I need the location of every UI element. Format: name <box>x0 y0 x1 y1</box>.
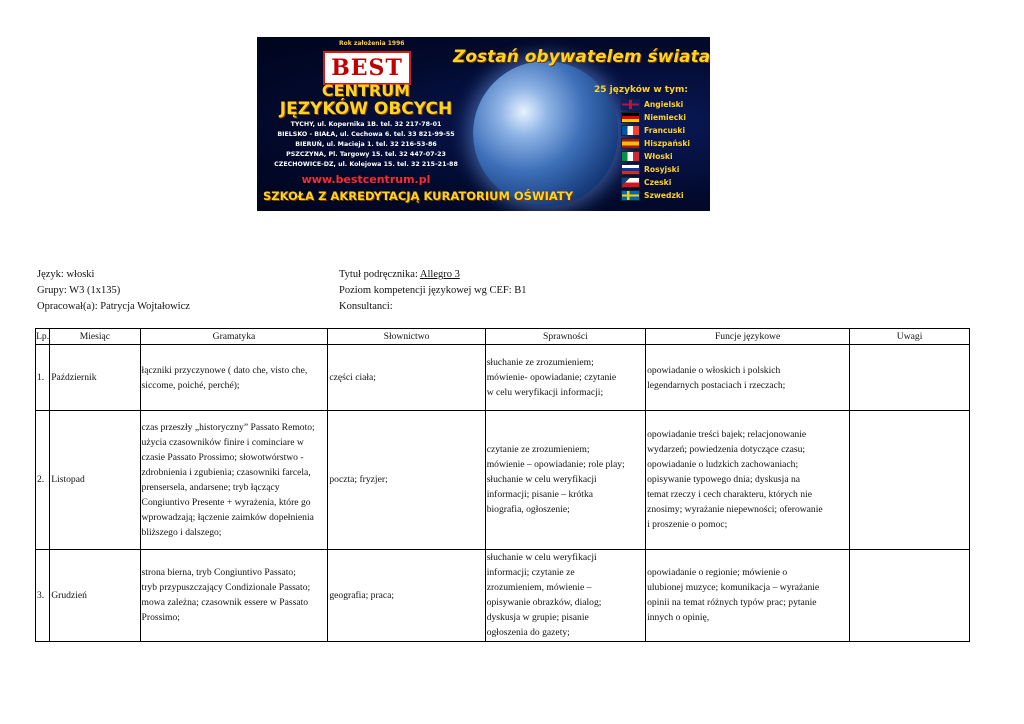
month-cell: Październik <box>50 345 140 411</box>
table-row <box>36 411 970 549</box>
banner-address: PSZCZYNA, Pl. Targowy 15. tel. 32 447-07-23 <box>286 151 446 158</box>
month-cell: Listopad <box>50 411 140 549</box>
grammar-line: wprowadzają; łączenie zaimków dopełnienia <box>141 511 314 523</box>
vocabulary-line: geografia; praca; <box>329 589 395 601</box>
globe-image <box>473 61 618 206</box>
course-info-right <box>339 267 527 315</box>
grammar-line: prensersela, andarsene; tryb łączący <box>141 481 280 493</box>
banner-address: BIELSKO - BIAŁA, ul. Cechowa 6. tel. 33 821-99-55 <box>277 131 455 138</box>
vocabulary-cell <box>328 549 485 641</box>
language-item <box>621 125 685 136</box>
functions-line: wydarzeń; powiedzenia dotyczące czasu; <box>647 444 806 456</box>
ru-flag-icon <box>621 164 640 175</box>
skills-cell <box>485 411 645 549</box>
skills-line: mówienie- opowiadanie; czytanie <box>486 372 617 384</box>
functions-line: ulubionej muzyce; komunikacja – wyrażanie <box>647 582 820 594</box>
row-number: 3. <box>36 549 50 641</box>
language-item <box>621 164 679 175</box>
header-lp: Lp. <box>36 329 50 345</box>
grammar-cell <box>140 549 328 641</box>
language-item <box>621 112 686 123</box>
banner-address: BIERUŃ, ul. Macieja 1. tel. 32 216-53-86 <box>295 141 437 148</box>
grammar-line: użycia czasowników finire i cominciare w <box>141 436 304 448</box>
row-number: 1. <box>36 345 50 411</box>
grammar-line: Congiuntivo Presente + wyrażenia, które go <box>141 496 311 508</box>
language-item <box>621 151 673 162</box>
header-notes: Uwagi <box>850 329 970 345</box>
es-flag-icon <box>621 138 640 149</box>
banner-website: www.bestcentrum.pl <box>301 173 431 186</box>
groups-line: Grupy: W3 (1x135) <box>37 285 121 296</box>
header-functions: Funcje językowe <box>646 329 850 345</box>
skills-line: zrozumieniem, mówienie – <box>486 582 592 594</box>
table-row <box>36 345 970 411</box>
textbook-line <box>339 267 527 283</box>
table-header-row <box>36 329 970 345</box>
se-flag-icon <box>621 190 640 201</box>
skills-line: słuchanie ze zrozumieniem; <box>486 357 594 369</box>
cef-level-line: Poziom kompetencji językowej wg CEF: B1 <box>339 285 527 296</box>
grammar-line: Prossimo; <box>141 612 180 624</box>
language-label: Szwedzki <box>644 191 684 200</box>
grammar-line: tryb przypuszczający Condizionale Passato; <box>141 582 311 594</box>
banner-slogan: Zostań obywatelem świata <box>453 47 710 67</box>
functions-line: opowiadanie o włoskich i polskich <box>647 364 781 376</box>
de-flag-icon <box>621 112 640 123</box>
vocabulary-cell <box>328 345 485 411</box>
best-logo: BEST <box>323 51 411 85</box>
functions-line: temat rzeczy i cech charakteru, których nie <box>647 489 812 501</box>
grammar-line: strona bierna, tryb Congiuntivo Passato; <box>141 567 296 579</box>
language-label: Hiszpański <box>644 139 691 148</box>
functions-line: znosimy; wyrażanie niepewności; oferowanie <box>647 504 823 516</box>
header-grammar: Gramatyka <box>140 329 328 345</box>
language-label: Niemiecki <box>644 113 686 122</box>
author-line: Opracował(a): Patrycja Wojtałowicz <box>37 301 190 312</box>
header-skills: Sprawności <box>485 329 645 345</box>
banner-title-line2: JĘZYKÓW OBCYCH <box>279 99 453 119</box>
table-row <box>36 549 970 641</box>
cz-flag-icon <box>621 177 640 188</box>
banner-address: CZECHOWICE-DZ, ul. Kolejowa 15. tel. 32 215-21-88 <box>274 161 458 168</box>
notes-cell <box>850 345 970 411</box>
skills-line: mówienie – opowiadanie; role play; <box>486 459 625 471</box>
skills-line: opisywanie obrazków, dialog; <box>486 597 602 609</box>
language-label: Angielski <box>644 100 684 109</box>
skills-line: informacji; pisanie – krótka <box>486 489 594 501</box>
banner-accreditation: SZKOŁA Z AKREDYTACJĄ KURATORIUM OŚWIATY <box>263 189 574 203</box>
skills-line: dyskusja w grupie; pisanie <box>486 612 589 624</box>
established-text: Rok założenia 1996 <box>339 40 405 47</box>
row-number: 2. <box>36 411 50 549</box>
skills-line: w celu weryfikacji informacji; <box>486 387 604 399</box>
skills-line: słuchanie w celu weryfikacji <box>486 474 597 486</box>
language-label: Rosyjski <box>644 165 680 174</box>
uk-flag-icon <box>621 99 640 110</box>
grammar-line: czasie Passato Prossimo; słowotwórstwo - <box>141 451 304 463</box>
grammar-cell <box>140 411 328 549</box>
vocabulary-line: poczta; fryzjer; <box>329 474 388 486</box>
skills-line: słuchanie w celu weryfikacji <box>486 552 597 564</box>
language-label: Czeski <box>644 178 672 187</box>
grammar-line: czas przeszły „historyczny” Passato Remoto; <box>141 421 315 433</box>
skills-cell <box>485 345 645 411</box>
functions-line: opinii na temat różnych typów prac; pytanie <box>647 597 817 609</box>
textbook-label: Tytuł podręcznika: <box>339 269 420 280</box>
school-banner <box>257 37 710 211</box>
banner-title-line1: CENTRUM <box>321 81 411 100</box>
notes-cell <box>850 411 970 549</box>
functions-cell <box>646 549 850 641</box>
functions-line: opowiadanie o ludzkich zachowaniach; <box>647 459 799 471</box>
skills-line: ogłoszenia do gazety; <box>486 627 570 639</box>
consultants-line: Konsultanci: <box>339 301 393 312</box>
language-item <box>621 190 684 201</box>
header-vocabulary: Słownictwo <box>328 329 485 345</box>
vocabulary-line: części ciała; <box>329 372 376 384</box>
skills-line: biografia, ogłoszenie; <box>486 504 570 516</box>
functions-line: i proszenie o pomoc; <box>647 519 728 531</box>
language-label: Francuski <box>644 126 686 135</box>
month-cell: Grudzień <box>50 549 140 641</box>
it-flag-icon <box>621 151 640 162</box>
functions-line: innych o opinię, <box>647 612 710 624</box>
grammar-line: bliższego i dalszego; <box>141 526 222 538</box>
header-month: Miesiąc <box>50 329 140 345</box>
grammar-cell <box>140 345 328 411</box>
skills-line: informacji; czytanie ze <box>486 567 575 579</box>
functions-line: legendarnych postaciach i rzeczach; <box>647 379 786 391</box>
functions-line: opowiadanie o regionie; mówienie o <box>647 567 788 579</box>
grammar-line: mowa zależna; czasownik essere w Passato <box>141 597 309 609</box>
grammar-line: siccome, poiché, perché); <box>141 379 240 391</box>
skills-cell <box>485 549 645 641</box>
course-info-left <box>37 267 190 315</box>
language-item <box>621 138 690 149</box>
functions-cell <box>646 345 850 411</box>
functions-line: opowiadanie treści bajek; relacjonowanie <box>647 429 807 441</box>
grammar-line: łączniki przyczynowe ( dato che, visto che, <box>141 364 308 376</box>
fr-flag-icon <box>621 125 640 136</box>
language-item <box>621 177 671 188</box>
vocabulary-cell <box>328 411 485 549</box>
languages-title: 25 języków w tym: <box>594 85 688 95</box>
textbook-title: Allegro 3 <box>419 269 460 280</box>
banner-address: TYCHY, ul. Kopernika 1B. tel. 32 217-78-01 <box>290 121 442 128</box>
language-item <box>621 99 683 110</box>
notes-cell <box>850 549 970 641</box>
curriculum-table <box>35 328 970 642</box>
functions-line: opisywanie typowego dnia; dyskusja na <box>647 474 801 486</box>
functions-cell <box>646 411 850 549</box>
language-label: Włoski <box>644 152 673 161</box>
language-line: Język: włoski <box>37 269 95 280</box>
skills-line: czytanie ze zrozumieniem; <box>486 444 590 456</box>
grammar-line: zdrobnienia i zgubienia; czasowniki farcela, <box>141 466 311 478</box>
